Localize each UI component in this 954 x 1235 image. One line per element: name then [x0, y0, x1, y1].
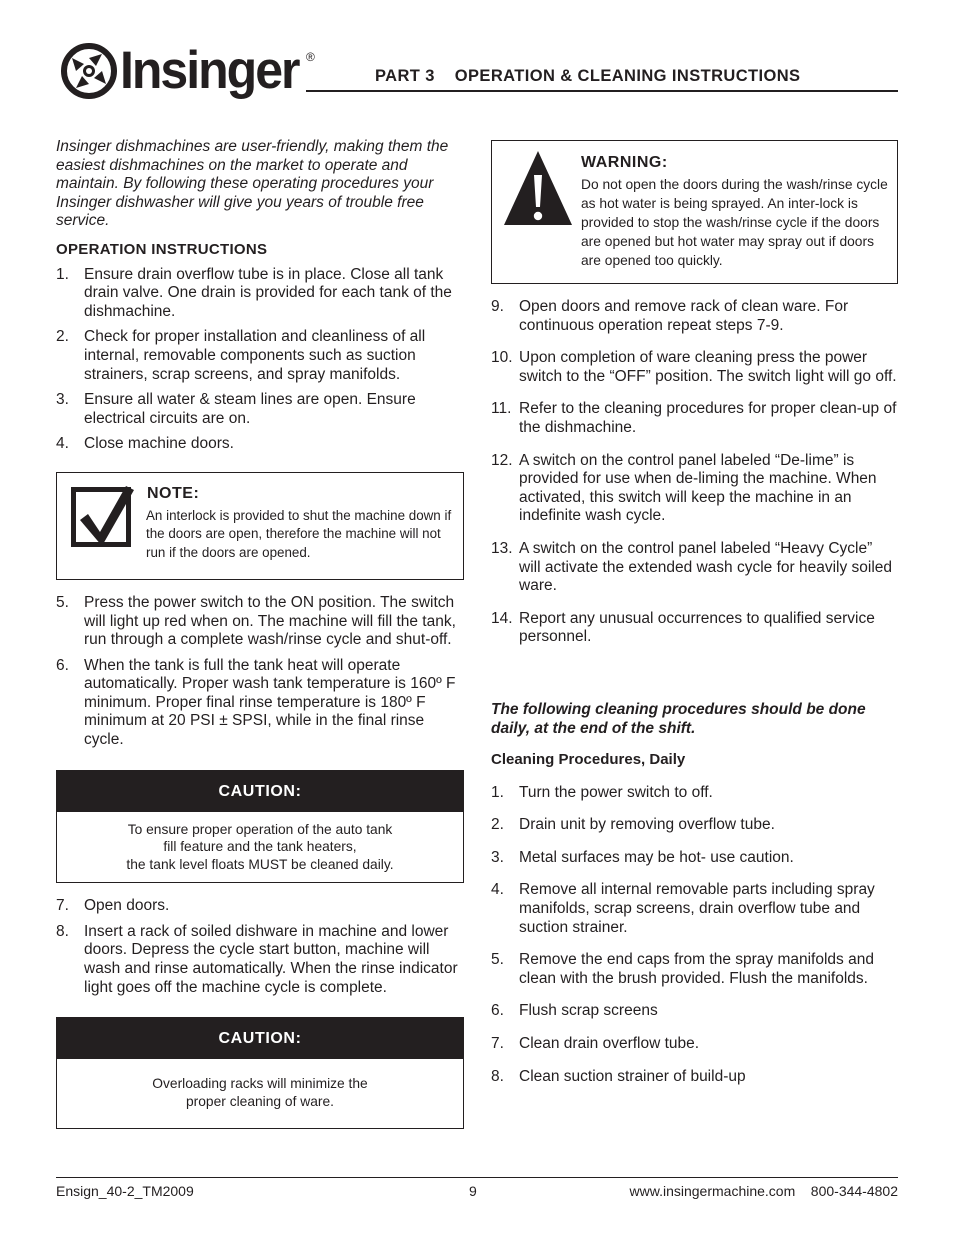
list-item: [491, 610, 898, 647]
operation-steps-list: [56, 266, 464, 454]
right-column: [491, 140, 898, 1100]
step-number: 13.: [491, 539, 513, 557]
registered-mark: ®: [306, 50, 315, 64]
step-number: 14.: [491, 609, 513, 627]
step-text: Upon completion of ware cleaning press the power switch to the “OFF” position. The switch light will go off.: [519, 349, 897, 385]
step-number: 6.: [56, 656, 69, 674]
cleaning-steps-list: [491, 784, 898, 1087]
step-text: Close machine doors.: [84, 435, 234, 453]
list-item: [56, 435, 464, 454]
step-text: Ensure drain overflow tube is in place. Close all tank drain valve. One drain is provided for each tank of the dishmachine.: [84, 265, 452, 320]
caution-line: the tank level floats MUST be cleaned daily.: [126, 856, 394, 872]
footer-divider: [56, 1177, 898, 1178]
note-body: An interlock is provided to shut the machine down if the doors are open, therefore the machine will not run if the doors are opened.: [146, 507, 452, 560]
caution-box-floats: [56, 770, 464, 884]
step-number: 7.: [56, 897, 69, 915]
step-text: Clean suction strainer of build-up: [519, 1067, 746, 1085]
list-item: [491, 951, 898, 988]
step-text: Insert a rack of soiled dishware in machine and lower doors. Depress the cycle start button, machine will wash and rinse automatically. When the rinse indicator light goes off the machine cycle is complete.: [84, 922, 458, 996]
step-text: Open doors.: [84, 897, 170, 915]
step-number: 4.: [56, 435, 69, 453]
insinger-logo-icon: [58, 40, 120, 102]
caution-title: CAUTION:: [57, 771, 463, 812]
list-item: [56, 897, 464, 916]
step-number: 11.: [491, 400, 512, 418]
step-text: Report any unusual occurrences to qualified service personnel.: [519, 609, 875, 646]
step-text: Remove the end caps from the spray manifolds and clean with the brush provided. Flush the manifolds.: [519, 951, 874, 987]
operation-steps-list-right: [491, 298, 898, 647]
step-text: Flush scrap screens: [519, 1002, 658, 1020]
document-id: Ensign_40-2_TM2009: [56, 1183, 194, 1199]
header-divider: [306, 90, 898, 92]
step-number: 9.: [491, 298, 504, 315]
step-text: Open doors and remove rack of clean ware. For continuous operation repeat steps 7-9.: [519, 298, 849, 334]
step-text: Remove all internal removable parts including spray manifolds, scrap screens, drain overflow tube and suction strainer.: [519, 881, 875, 936]
note-title: NOTE:: [147, 484, 200, 502]
list-item: [56, 657, 464, 750]
list-item: [491, 452, 898, 526]
list-item: [491, 349, 898, 386]
caution-box-overloading: [56, 1017, 464, 1129]
step-number: 10.: [491, 349, 513, 367]
operation-steps-list-final: [56, 897, 464, 997]
part-title: PART 3 OPERATION & CLEANING INSTRUCTIONS: [375, 67, 801, 85]
list-item: [491, 881, 898, 937]
list-item: [491, 540, 898, 596]
left-column: [56, 138, 464, 1143]
page-number: 9: [469, 1183, 477, 1199]
warning-box: [491, 140, 898, 284]
step-number: 2.: [491, 816, 504, 834]
caution-line: To ensure proper operation of the auto tank: [127, 821, 393, 837]
contact-info: www.insingermachine.com 800-344-4802: [629, 1183, 898, 1199]
step-text: Metal surfaces may be hot- use caution.: [519, 848, 794, 866]
step-text: A switch on the control panel labeled “Heavy Cycle” will activate the extended wash cycle for heavily soiled ware.: [519, 539, 893, 595]
list-item: [491, 298, 898, 335]
step-number: 8.: [56, 922, 69, 940]
checkmark-icon: [71, 487, 131, 547]
list-item: [56, 391, 464, 428]
step-text: Turn the power switch to off.: [519, 783, 713, 801]
caution-line: fill feature and the tank heaters,: [163, 839, 357, 855]
step-number: 3.: [491, 848, 504, 866]
step-number: 1.: [56, 265, 69, 283]
caution-line: proper cleaning of ware.: [185, 1093, 335, 1109]
note-box: [56, 472, 464, 580]
list-item: [491, 784, 898, 803]
caution-title: CAUTION:: [57, 1018, 463, 1059]
step-number: 7.: [491, 1035, 504, 1053]
intro-paragraph: Insinger dishmachines are user-friendly, making them the easiest dishmachines on the market to operate and maintain. By following these operating procedures your Insinger dishwasher will give you years of trouble free service.: [56, 138, 449, 230]
caution-body: [57, 1059, 463, 1128]
caution-line: Overloading racks will minimize the: [152, 1076, 368, 1092]
daily-cleaning-note: The following cleaning procedures should be done daily, at the end of the shift.: [491, 700, 866, 737]
step-number: 3.: [56, 391, 69, 409]
list-item: [491, 400, 898, 437]
operation-steps-list-continued: [56, 594, 464, 750]
cleaning-procedures-heading: Cleaning Procedures, Daily: [491, 751, 686, 769]
step-number: 5.: [491, 951, 504, 969]
caution-body: [57, 812, 463, 883]
warning-body: Do not open the doors during the wash/rinse cycle as hot water is being sprayed. An inter-lock is provided to stop the wash/rinse cycle if the doors are opened but hot water may spray out if doors are opened too quickly.: [581, 177, 888, 268]
step-text: A switch on the control panel labeled “De-lime” is provided for use when de-liming the machine. When activated, this switch will keep the machine in an indefinite wash cycle.: [519, 451, 877, 525]
step-number: 5.: [56, 593, 69, 611]
list-item: [491, 1002, 898, 1021]
step-text: Ensure all water & steam lines are open. Ensure electrical circuits are on.: [84, 391, 416, 427]
list-item: [56, 328, 464, 384]
step-text: Refer to the cleaning procedures for proper clean-up of the dishmachine.: [519, 400, 897, 436]
list-item: [491, 1068, 898, 1087]
list-item: [56, 923, 464, 997]
step-text: Clean drain overflow tube.: [519, 1035, 700, 1053]
operation-instructions-heading: OPERATION INSTRUCTIONS: [56, 240, 268, 258]
list-item: [56, 594, 464, 650]
step-number: 8.: [491, 1067, 504, 1085]
step-number: 12.: [491, 451, 513, 469]
step-text: When the tank is full the tank heat will operate automatically. Proper wash tank temperature is 160º F minimum. Proper final rinse temperature is 180º F minimum at 20 PSI ± SPSI, while in the final rinse cycle.: [84, 656, 456, 749]
step-number: 6.: [491, 1002, 504, 1020]
step-number: 1.: [491, 783, 504, 801]
step-number: 4.: [491, 881, 504, 899]
step-text: Drain unit by removing overflow tube.: [519, 816, 775, 834]
list-item: [491, 816, 898, 835]
step-text: Press the power switch to the ON position. The switch will light up red when on. The machine will fill the tank, run through a complete wash/rinse cycle and shut-off.: [84, 593, 456, 649]
list-item: [56, 266, 464, 322]
step-number: 2.: [56, 328, 69, 346]
list-item: [491, 849, 898, 868]
warning-title: WARNING:: [581, 154, 668, 171]
brand-name: Insinger: [120, 40, 299, 100]
step-text: Check for proper installation and cleanliness of all internal, removable components such as suction strainers, scrap screens, and spray manifolds.: [84, 328, 426, 383]
list-item: [491, 1035, 898, 1054]
warning-triangle-icon: [502, 149, 574, 227]
